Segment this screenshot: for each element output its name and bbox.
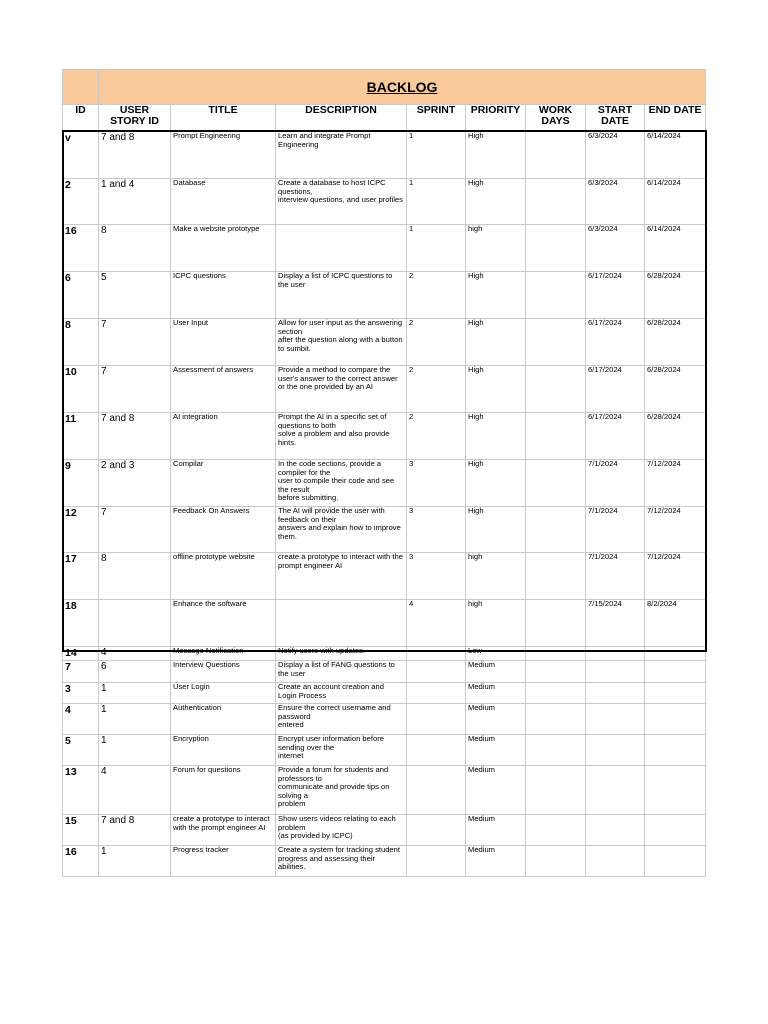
priority-cell[interactable]: High xyxy=(466,319,526,366)
end-date-cell[interactable]: 6/14/2024 xyxy=(645,179,706,225)
title-cell[interactable]: User Login xyxy=(171,683,276,704)
sprint-cell[interactable]: 2 xyxy=(407,413,466,460)
table-row xyxy=(63,704,706,735)
table-row xyxy=(63,413,706,460)
end-date-cell[interactable] xyxy=(645,735,706,766)
row-id-cell[interactable]: 16 xyxy=(63,846,99,877)
user-story-id-cell[interactable] xyxy=(99,600,171,647)
row-id-cell[interactable]: 18 xyxy=(63,600,99,647)
col-header-id[interactable]: ID xyxy=(63,105,99,132)
start-date-cell[interactable] xyxy=(586,766,645,815)
title-cell[interactable]: Forum for questions xyxy=(171,766,276,815)
user-story-id-cell[interactable]: 7 and 8 xyxy=(99,413,171,460)
sprint-cell[interactable]: 3 xyxy=(407,460,466,507)
work-days-cell[interactable] xyxy=(526,647,586,661)
col-header-start-date[interactable]: START DATE xyxy=(586,105,645,132)
user-story-id-cell[interactable]: 2 and 3 xyxy=(99,460,171,507)
table-row xyxy=(63,766,706,815)
col-header-sprint[interactable]: SPRINT xyxy=(407,105,466,132)
end-date-cell[interactable] xyxy=(645,846,706,877)
description-cell[interactable]: create a prototype to interact with the prompt engineer AI xyxy=(276,553,407,600)
start-date-cell[interactable]: 6/17/2024 xyxy=(586,366,645,413)
start-date-cell[interactable]: 7/1/2024 xyxy=(586,460,645,507)
start-date-cell[interactable]: 6/3/2024 xyxy=(586,225,645,272)
work-days-cell[interactable] xyxy=(526,766,586,815)
work-days-cell[interactable] xyxy=(526,272,586,319)
work-days-cell[interactable] xyxy=(526,553,586,600)
end-date-cell[interactable]: 6/28/2024 xyxy=(645,366,706,413)
end-date-cell[interactable]: 7/12/2024 xyxy=(645,507,706,553)
table-row xyxy=(63,553,706,600)
sprint-cell[interactable] xyxy=(407,766,466,815)
col-header-priority[interactable]: PRIORITY xyxy=(466,105,526,132)
start-date-cell[interactable]: 6/3/2024 xyxy=(586,132,645,179)
user-story-id-cell[interactable]: 5 xyxy=(99,272,171,319)
col-header-work-days[interactable]: WORK DAYS xyxy=(526,105,586,132)
priority-cell[interactable]: High xyxy=(466,460,526,507)
sprint-cell[interactable] xyxy=(407,846,466,877)
sprint-cell[interactable] xyxy=(407,735,466,766)
row-id-cell[interactable]: 16 xyxy=(63,225,99,272)
user-story-id-cell[interactable]: 8 xyxy=(99,553,171,600)
end-date-cell[interactable]: 6/14/2024 xyxy=(645,225,706,272)
sprint-cell[interactable]: 2 xyxy=(407,319,466,366)
work-days-cell[interactable] xyxy=(526,704,586,735)
description-cell[interactable]: Create a database to host ICPC questions, interview questions, and user profiles xyxy=(276,179,407,225)
user-story-id-cell[interactable]: 7 xyxy=(99,507,171,553)
table-row xyxy=(63,319,706,366)
user-story-id-cell[interactable]: 4 xyxy=(99,766,171,815)
title-corner-cell[interactable] xyxy=(63,70,99,105)
start-date-cell[interactable]: 6/17/2024 xyxy=(586,413,645,460)
work-days-cell[interactable] xyxy=(526,735,586,766)
row-id-cell[interactable]: 5 xyxy=(63,735,99,766)
description-cell[interactable]: Allow for user input as the answering section after the question along with a button to sumbit. xyxy=(276,319,407,366)
col-header-description[interactable]: DESCRIPTION xyxy=(276,105,407,132)
end-date-cell[interactable]: 6/14/2024 xyxy=(645,132,706,179)
row-id-cell[interactable]: 11 xyxy=(63,413,99,460)
title-cell[interactable]: Authentication xyxy=(171,704,276,735)
description-cell[interactable]: Provide a method to compare the user's answer to the correct answer or the one provided by an AI xyxy=(276,366,407,413)
user-story-id-cell[interactable]: 7 xyxy=(99,319,171,366)
row-id-cell[interactable]: 9 xyxy=(63,460,99,507)
col-header-user-story-id[interactable]: USER STORY ID xyxy=(99,105,171,132)
work-days-cell[interactable] xyxy=(526,460,586,507)
table-row xyxy=(63,846,706,877)
work-days-cell[interactable] xyxy=(526,225,586,272)
start-date-cell[interactable] xyxy=(586,661,645,683)
title-cell[interactable]: Database xyxy=(171,179,276,225)
end-date-cell[interactable]: 8/2/2024 xyxy=(645,600,706,647)
sprint-cell[interactable]: 1 xyxy=(407,179,466,225)
row-id-cell[interactable]: 8 xyxy=(63,319,99,366)
start-date-cell[interactable] xyxy=(586,735,645,766)
description-cell[interactable]: Display a list of ICPC questions to the user xyxy=(276,272,407,319)
row-id-cell[interactable]: 12 xyxy=(63,507,99,553)
title-cell[interactable]: Prompt Engineering xyxy=(171,132,276,179)
description-cell[interactable]: Encrypt user information before sending over the internet xyxy=(276,735,407,766)
description-cell[interactable] xyxy=(276,225,407,272)
title-cell[interactable]: Interview Questions xyxy=(171,661,276,683)
description-cell[interactable] xyxy=(276,600,407,647)
start-date-cell[interactable] xyxy=(586,683,645,704)
priority-cell[interactable]: High xyxy=(466,507,526,553)
sprint-cell[interactable] xyxy=(407,683,466,704)
priority-cell[interactable]: Medium xyxy=(466,735,526,766)
row-id-cell[interactable]: 4 xyxy=(63,704,99,735)
backlog-table xyxy=(62,69,706,877)
title-row xyxy=(63,70,706,105)
title-cell[interactable]: User Input xyxy=(171,319,276,366)
user-story-id-cell[interactable]: 7 and 8 xyxy=(99,815,171,846)
end-date-cell[interactable]: 6/28/2024 xyxy=(645,319,706,366)
sprint-cell[interactable] xyxy=(407,647,466,661)
user-story-id-cell[interactable]: 7 and 8 xyxy=(99,132,171,179)
description-cell[interactable]: Create a system for tracking student progress and assessing their abilities. xyxy=(276,846,407,877)
sprint-cell[interactable] xyxy=(407,661,466,683)
sprint-cell[interactable] xyxy=(407,704,466,735)
description-cell[interactable]: Ensure the correct username and password entered xyxy=(276,704,407,735)
title-cell[interactable]: Make a website prototype xyxy=(171,225,276,272)
priority-cell[interactable]: Medium xyxy=(466,704,526,735)
priority-cell[interactable]: High xyxy=(466,272,526,319)
row-id-cell[interactable]: 13 xyxy=(63,766,99,815)
end-date-cell[interactable]: 6/28/2024 xyxy=(645,272,706,319)
end-date-cell[interactable] xyxy=(645,683,706,704)
table-row xyxy=(63,225,706,272)
priority-cell[interactable]: High xyxy=(466,179,526,225)
description-cell[interactable]: Show users videos relating to each problem (as provided by ICPC) xyxy=(276,815,407,846)
sprint-cell[interactable]: 3 xyxy=(407,553,466,600)
title-cell[interactable]: Feedback On Answers xyxy=(171,507,276,553)
row-id-cell[interactable]: 10 xyxy=(63,366,99,413)
user-story-id-cell[interactable]: 1 and 4 xyxy=(99,179,171,225)
work-days-cell[interactable] xyxy=(526,815,586,846)
priority-cell[interactable]: High xyxy=(466,366,526,413)
sprint-cell[interactable]: 2 xyxy=(407,366,466,413)
header-row xyxy=(63,105,706,132)
work-days-cell[interactable] xyxy=(526,683,586,704)
title-cell[interactable]: ICPC questions xyxy=(171,272,276,319)
sprint-cell[interactable]: 1 xyxy=(407,132,466,179)
row-id-cell[interactable]: 2 xyxy=(63,179,99,225)
row-id-cell[interactable]: 17 xyxy=(63,553,99,600)
start-date-cell[interactable]: 6/17/2024 xyxy=(586,272,645,319)
user-story-id-cell[interactable]: 7 xyxy=(99,366,171,413)
table-row xyxy=(63,460,706,507)
description-cell[interactable]: Provide a forum for students and professors to communicate and provide tips on solving a problem xyxy=(276,766,407,815)
user-story-id-cell[interactable]: 1 xyxy=(99,735,171,766)
title-cell[interactable]: Message Notification xyxy=(171,647,276,661)
start-date-cell[interactable]: 7/1/2024 xyxy=(586,553,645,600)
end-date-cell[interactable] xyxy=(645,704,706,735)
priority-cell[interactable]: High xyxy=(466,132,526,179)
end-date-cell[interactable]: 7/12/2024 xyxy=(645,460,706,507)
work-days-cell[interactable] xyxy=(526,132,586,179)
title-cell[interactable]: Enhance the software xyxy=(171,600,276,647)
table-row xyxy=(63,179,706,225)
priority-cell[interactable]: high xyxy=(466,225,526,272)
row-id-cell[interactable]: v xyxy=(63,132,99,179)
row-id-cell[interactable]: 15 xyxy=(63,815,99,846)
description-cell[interactable]: Display a list of FANG questions to the user xyxy=(276,661,407,683)
user-story-id-cell[interactable]: 8 xyxy=(99,225,171,272)
end-date-cell[interactable] xyxy=(645,815,706,846)
user-story-id-cell[interactable]: 6 xyxy=(99,661,171,683)
col-header-end-date[interactable]: END DATE xyxy=(645,105,706,132)
table-row xyxy=(63,683,706,704)
table-row xyxy=(63,507,706,553)
title-cell[interactable]: Assessment of answers xyxy=(171,366,276,413)
row-id-cell[interactable]: 6 xyxy=(63,272,99,319)
table-row xyxy=(63,366,706,413)
start-date-cell[interactable]: 6/17/2024 xyxy=(586,319,645,366)
user-story-id-cell[interactable]: 1 xyxy=(99,683,171,704)
start-date-cell[interactable]: 7/15/2024 xyxy=(586,600,645,647)
work-days-cell[interactable] xyxy=(526,846,586,877)
work-days-cell[interactable] xyxy=(526,507,586,553)
table-row xyxy=(63,815,706,846)
description-cell[interactable]: In the code sections, provide a compiler for the user to compile their code and see the result before submitting. xyxy=(276,460,407,507)
table-row xyxy=(63,272,706,319)
description-cell[interactable]: The AI will provide the user with feedback on their answers and explain how to improve them. xyxy=(276,507,407,553)
priority-cell[interactable]: High xyxy=(466,413,526,460)
description-cell[interactable]: Prompt the AI in a specific set of questions to both solve a problem and also provide hints. xyxy=(276,413,407,460)
title-cell[interactable]: Progress tracker xyxy=(171,846,276,877)
description-cell[interactable]: Create an account creation and Login Process xyxy=(276,683,407,704)
priority-cell[interactable]: Low xyxy=(466,647,526,661)
sheet-title[interactable]: BACKLOG xyxy=(99,70,706,105)
priority-cell[interactable]: Medium xyxy=(466,846,526,877)
priority-cell[interactable]: Medium xyxy=(466,766,526,815)
title-cell[interactable]: Encryption xyxy=(171,735,276,766)
end-date-cell[interactable] xyxy=(645,647,706,661)
work-days-cell[interactable] xyxy=(526,413,586,460)
sprint-cell[interactable]: 3 xyxy=(407,507,466,553)
priority-cell[interactable]: Medium xyxy=(466,661,526,683)
start-date-cell[interactable] xyxy=(586,704,645,735)
description-cell[interactable]: Notify users with updates. xyxy=(276,647,407,661)
sprint-cell[interactable] xyxy=(407,815,466,846)
title-cell[interactable]: offline prototype website xyxy=(171,553,276,600)
table-row xyxy=(63,735,706,766)
work-days-cell[interactable] xyxy=(526,661,586,683)
sprint-cell[interactable]: 4 xyxy=(407,600,466,647)
title-cell[interactable]: Compilar xyxy=(171,460,276,507)
start-date-cell[interactable] xyxy=(586,815,645,846)
work-days-cell[interactable] xyxy=(526,179,586,225)
table-row xyxy=(63,661,706,683)
col-header-title[interactable]: TITLE xyxy=(171,105,276,132)
user-story-id-cell[interactable]: 4 xyxy=(99,647,171,661)
start-date-cell[interactable] xyxy=(586,846,645,877)
end-date-cell[interactable]: 6/28/2024 xyxy=(645,413,706,460)
work-days-cell[interactable] xyxy=(526,319,586,366)
row-id-cell[interactable]: 7 xyxy=(63,661,99,683)
end-date-cell[interactable]: 7/12/2024 xyxy=(645,553,706,600)
work-days-cell[interactable] xyxy=(526,600,586,647)
user-story-id-cell[interactable]: 1 xyxy=(99,846,171,877)
priority-cell[interactable]: Medium xyxy=(466,815,526,846)
description-cell[interactable]: Learn and integrate Prompt Engineering xyxy=(276,132,407,179)
title-cell[interactable]: AI integration xyxy=(171,413,276,460)
end-date-cell[interactable] xyxy=(645,661,706,683)
title-cell[interactable]: create a prototype to interact with the prompt engineer AI xyxy=(171,815,276,846)
user-story-id-cell[interactable]: 1 xyxy=(99,704,171,735)
end-date-cell[interactable] xyxy=(645,766,706,815)
priority-cell[interactable]: high xyxy=(466,600,526,647)
start-date-cell[interactable] xyxy=(586,647,645,661)
work-days-cell[interactable] xyxy=(526,366,586,413)
priority-cell[interactable]: high xyxy=(466,553,526,600)
start-date-cell[interactable]: 6/3/2024 xyxy=(586,179,645,225)
row-id-cell[interactable]: 3 xyxy=(63,683,99,704)
table-row xyxy=(63,600,706,647)
table-row xyxy=(63,647,706,661)
sprint-cell[interactable]: 2 xyxy=(407,272,466,319)
sprint-cell[interactable]: 1 xyxy=(407,225,466,272)
priority-cell[interactable]: Medium xyxy=(466,683,526,704)
row-id-cell[interactable]: 14 xyxy=(63,647,99,661)
start-date-cell[interactable]: 7/1/2024 xyxy=(586,507,645,553)
table-row xyxy=(63,132,706,179)
